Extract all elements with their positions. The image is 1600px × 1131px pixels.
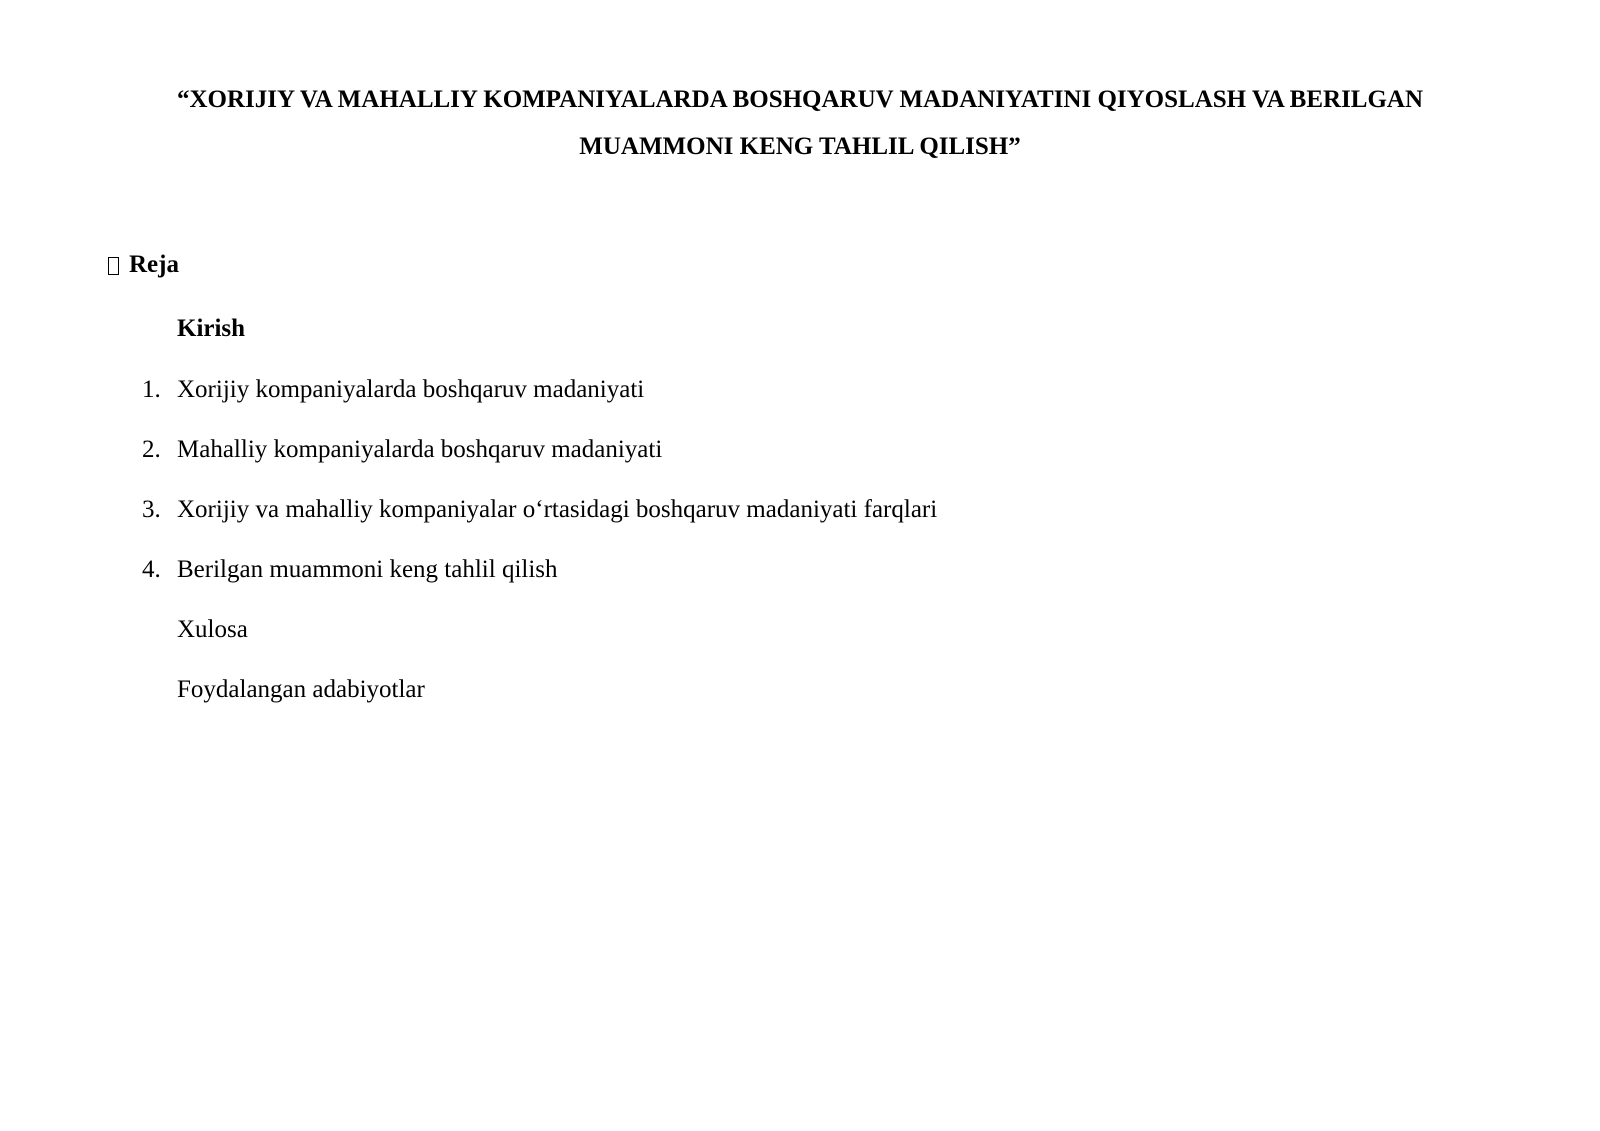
title-line-2: MUAMMONI KENG TAHLIL QILISH” [579, 133, 1021, 160]
document-title [110, 76, 1490, 170]
title-line-1: “XORIJIY VA MAHALLIY KOMPANIYALARDA BOSHQARUV MADANIYATINI QIYOSLASH VA BERILGAN [176, 86, 1424, 113]
plan-heading-label: Reja [129, 251, 179, 278]
list-item-text: Xorijiy kompaniyalarda boshqaruv madaniyati [177, 376, 645, 403]
conclusion-label: Xulosa [177, 616, 248, 643]
references-label: Foydalangan adabiyotlar [177, 676, 425, 703]
list-item-number: 1. [142, 376, 161, 403]
list-item-text: Berilgan muammoni keng tahlil qilish [177, 556, 558, 583]
intro-label: Kirish [177, 315, 246, 342]
list-item-text: Mahalliy kompaniyalarda boshqaruv madaniyati [177, 436, 663, 463]
list-item-text: Xorijiy va mahalliy kompaniyalar o‘rtasidagi boshqaruv madaniyati farqlari [177, 496, 938, 523]
list-item-number: 2. [142, 436, 161, 463]
list-item-number: 4. [142, 556, 161, 583]
list-item-number: 3. [142, 496, 161, 523]
missing-glyph-bullet-icon [108, 257, 119, 275]
plan-heading [108, 250, 179, 280]
